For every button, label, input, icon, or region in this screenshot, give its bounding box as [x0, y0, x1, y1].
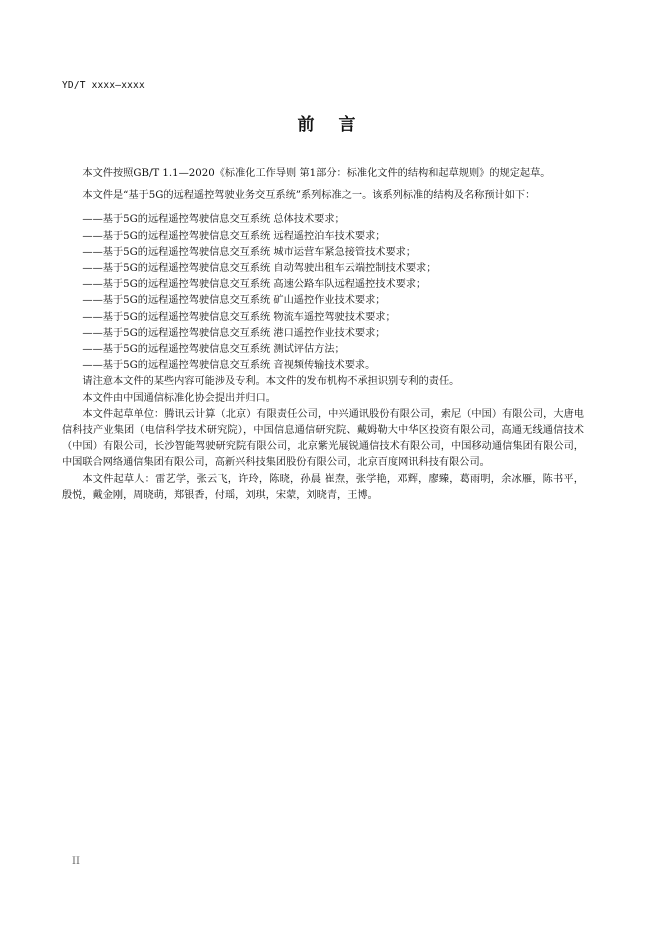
standard-code-header: YD/T xxxx—xxxx	[62, 80, 145, 91]
paragraph-proposer: 本文件由中国通信标准化协会提出并归口。	[82, 392, 276, 404]
page-title: 前 言	[297, 115, 365, 135]
page-number: II	[72, 856, 80, 867]
paragraph-drafting-units: 本文件起草单位：腾讯云计算（北京）有限责任公司，中兴通讯股份有限公司，索尼（中国）有限公司，大唐电信科技产业集团（电信科学技术研究院），中国信息通信研究院、戴姆勒大中华区投资有限公司，高通无线通信技术（中国）有限公司，长沙智能驾驶研究院有限公司，北京紫光展锐通信技术有限公司，中国移动通信集团有限公司，中国联合网络通信集团有限公司，高新兴科技集团股份有限公司，北京百度网讯科技有限公司。	[62, 408, 584, 469]
list-item: ——基于5G的远程遥控驾驶信息交互系统 自动驾驶出租车云端控制技术要求；	[82, 263, 437, 275]
paragraph-series-intro: 本文件是“基于5G的远程遥控驾驶业务交互系统”系列标准之一。该系列标准的结构及名称预计如下：	[82, 190, 536, 202]
paragraph-patent-notice: 请注意本文件的某些内容可能涉及专利。本文件的发布机构不承担识别专利的责任。	[82, 376, 460, 388]
list-item: ——基于5G的远程遥控驾驶信息交互系统 城市运营车紧急接管技术要求；	[82, 246, 417, 258]
list-item: ——基于5G的远程遥控驾驶信息交互系统 总体技术要求；	[82, 214, 345, 226]
paragraph-drafting-basis: 本文件按照GB/T 1.1—2020《标准化工作导则 第1部分：标准化文件的结构和起草规则》的规定起草。	[82, 168, 551, 179]
list-item: ——基于5G的远程遥控驾驶信息交互系统 音视频传输技术要求。	[82, 360, 376, 372]
list-item: ——基于5G的远程遥控驾驶信息交互系统 物流车遥控驾驶技术要求；	[82, 311, 396, 323]
list-item: ——基于5G的远程遥控驾驶信息交互系统 测试评估方法；	[82, 344, 345, 356]
series-standards-list	[62, 212, 584, 374]
list-item: ——基于5G的远程遥控驾驶信息交互系统 远程遥控泊车技术要求；	[82, 230, 386, 242]
list-item: ——基于5G的远程遥控驾驶信息交互系统 高速公路车队远程遥控技术要求；	[82, 279, 427, 291]
list-item: ——基于5G的远程遥控驾驶信息交互系统 矿山遥控作业技术要求；	[82, 295, 386, 307]
list-item: ——基于5G的远程遥控驾驶信息交互系统 港口遥控作业技术要求；	[82, 327, 386, 339]
foreword-body	[62, 166, 584, 504]
paragraph-drafters: 本文件起草人：雷艺学，张云飞，许玲，陈晓，孙晨 崔焘，张学艳，邓辉，廖臻，葛雨明，余冰雁，陈书平，殷悦，戴金刚，周晓萌，郑银香，付瑶，刘琪，宋蒙，刘晓青，王博。	[62, 473, 584, 501]
